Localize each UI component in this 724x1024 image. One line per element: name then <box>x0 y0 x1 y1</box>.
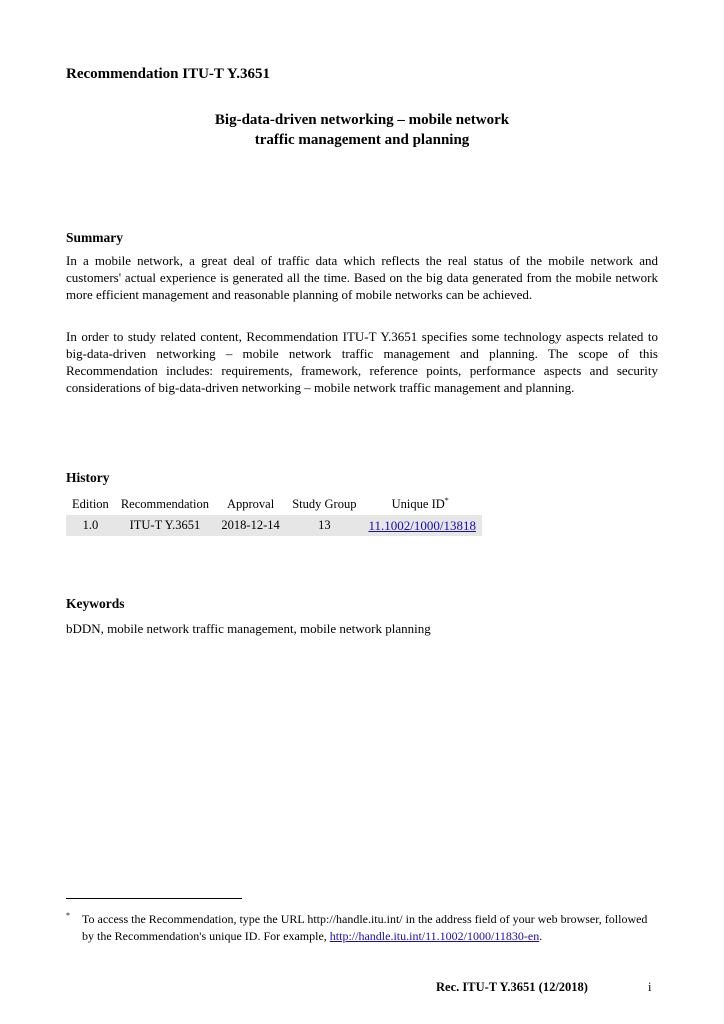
footnote-marker: * <box>66 911 70 920</box>
footnote-example-link[interactable]: http://handle.itu.int/11.1002/1000/11830-en <box>329 929 540 943</box>
footnote-text <box>82 911 662 945</box>
cell-unique-id <box>362 515 482 536</box>
history-table-header-row <box>66 494 482 515</box>
footnote-divider <box>66 898 242 899</box>
document-title-line-1: Big-data-driven networking – mobile network <box>214 112 510 128</box>
document-title <box>0 110 724 150</box>
document-title-line-2: traffic management and planning <box>254 132 470 148</box>
column-header-edition: Edition <box>72 497 109 511</box>
keywords-text: bDDN, mobile network traffic management, mobile network planning <box>66 621 431 636</box>
history-table <box>66 494 482 536</box>
unique-id-link[interactable]: 11.1002/1000/13818 <box>368 517 476 533</box>
column-header-unique-id <box>362 494 482 515</box>
summary-paragraph-2: In order to study related content, Recommendation ITU-T Y.3651 specifies some technology aspects related to big-data-driven networking – mobile network traffic management and planning. The scope of this Recommendation includes: requirements, framework, reference points, performance aspects and security considerations of big-data-driven networking – mobile network traffic management and planning. <box>66 329 658 395</box>
footnote-suffix: . <box>539 929 543 943</box>
keywords-heading: Keywords <box>66 596 125 611</box>
summary-heading: Summary <box>66 230 123 245</box>
column-header-approval: Approval <box>226 497 275 511</box>
table-row <box>66 515 482 536</box>
column-header-recommendation: Recommendation <box>120 497 209 511</box>
unique-id-label: Unique ID <box>391 497 445 512</box>
cell-approval: 2018-12-14 <box>215 515 286 536</box>
cell-recommendation: ITU-T Y.3651 <box>115 515 215 536</box>
footnote-body: To access the Recommendation, type the URL http://handle.itu.int/ in the address field of your web browser, followed by the Recommendation's unique ID. For example, <box>82 912 648 943</box>
history-heading: History <box>66 470 110 485</box>
column-header-study-group: Study Group <box>292 497 357 511</box>
cell-study-group: 13 <box>286 515 362 536</box>
page-number: i <box>648 980 652 994</box>
cell-edition: 1.0 <box>66 515 115 536</box>
recommendation-title: Recommendation ITU-T Y.3651 <box>66 66 271 82</box>
summary-paragraph-1: In a mobile network, a great deal of traffic data which reflects the real status of the mobile network and customers' actual experience is generated all the time. Based on the big data generated from the mobile network more efficient management and reasonable planning of mobile networks can be achieved. <box>66 253 658 302</box>
footnote-reference-marker: * <box>444 496 449 506</box>
footer-recommendation-label: Rec. ITU-T Y.3651 (12/2018) <box>436 980 588 994</box>
